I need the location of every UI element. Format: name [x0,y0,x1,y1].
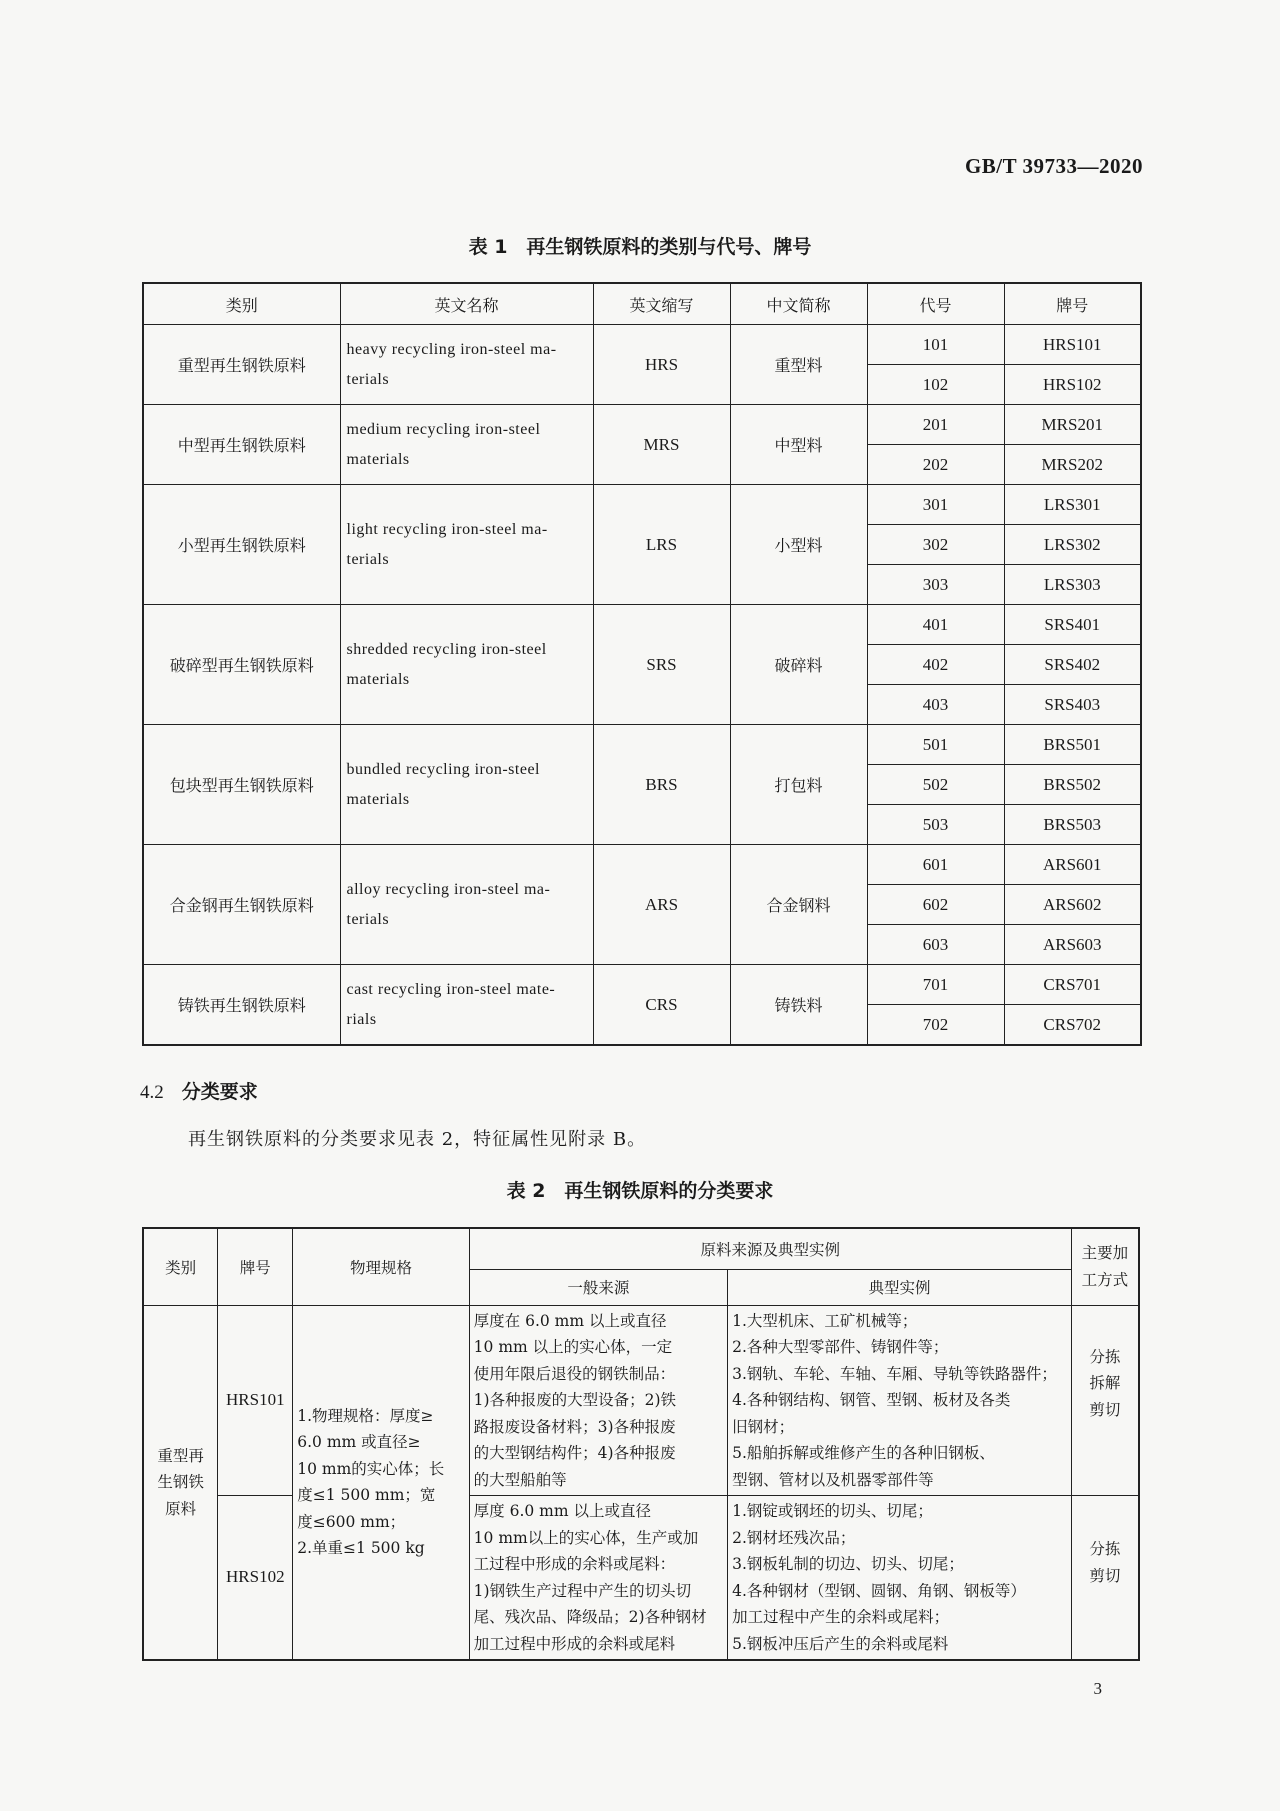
table1-grade-cell: LRS303 [1004,565,1141,605]
table1-row [143,405,1141,445]
table1-grade-cell: BRS501 [1004,725,1141,765]
table1-row [143,605,1141,645]
table1-code-cell: 503 [867,805,1004,845]
table1-grade-cell: HRS102 [1004,365,1141,405]
table1-grade-cell: ARS602 [1004,885,1141,925]
table1-abbr-cell: LRS [593,485,730,605]
table2-spec-cell [293,1305,469,1660]
table2-method-line: 分拣 [1089,1540,1121,1558]
table1-header-category: 类别 [143,283,340,325]
table1-short-name-cell: 重型料 [730,325,867,405]
table2-source-line: 厚度 6.0 mm 以上或直径 [473,1502,651,1520]
table2-header-method-line: 工方式 [1081,1270,1129,1289]
table2-source-line: 尾、残次品、降级品；2)各种钢材 [473,1608,707,1626]
table1-english-name-line: rials [346,1010,377,1028]
table2-example-line: 4.各种钢材（型钢、圆钢、角钢、钢板等） [732,1581,1026,1600]
table2-source-line: 10 mm以上的实心体，生产或加 [473,1528,699,1547]
table1-english-name-cell [340,845,593,965]
table1-short-name-cell: 小型料 [730,485,867,605]
table1-grade-cell: ARS603 [1004,925,1141,965]
table2-header-method [1071,1228,1139,1305]
table1-row [143,845,1141,885]
table2-method-line: 拆解 [1089,1374,1121,1392]
table1-code-cell: 602 [867,885,1004,925]
table1-header-code: 代号 [867,283,1004,325]
table1-header-row [143,283,1141,325]
table1-grade-cell: LRS301 [1004,485,1141,525]
table2-method-cell [1071,1496,1139,1661]
table2-category-line: 重型再 [157,1446,204,1465]
table2-method-cell [1071,1305,1139,1496]
table2-example-line: 5.钢板冲压后产生的余料或尾料 [732,1634,949,1653]
table2 [142,1227,1140,1661]
table1-category-cell: 包块型再生钢铁原料 [143,725,340,845]
table1-code-cell: 502 [867,765,1004,805]
table1-body [143,325,1141,1046]
table2-example-line: 加工过程中产生的余料或尾料； [732,1608,950,1626]
table2-header-method-line: 主要加 [1081,1243,1129,1262]
table1-code-cell: 601 [867,845,1004,885]
table1-english-name-line: medium recycling iron-steel [346,420,541,438]
table1-grade-cell: SRS403 [1004,685,1141,725]
table1-grade-cell: CRS701 [1004,965,1141,1005]
table1-english-name-line: shredded recycling iron-steel [346,640,547,658]
table1-grade-cell: LRS302 [1004,525,1141,565]
table2-source-line: 路报废设备材料；3)各种报废 [473,1417,676,1436]
table1-grade-cell: CRS702 [1004,1005,1141,1046]
table2-examples-cell [728,1305,1072,1496]
table1-code-cell: 701 [867,965,1004,1005]
table1-code-cell: 302 [867,525,1004,565]
table2-example-line: 2.钢材坯残次品； [732,1528,856,1547]
table1-short-name-cell: 合金钢料 [730,845,867,965]
table1-english-name-line: materials [346,450,410,468]
table1-english-name-line: cast recycling iron-steel mate- [346,980,556,998]
table1-code-cell: 101 [867,325,1004,365]
table1-short-name-cell: 中型料 [730,405,867,485]
table1-header-short-name: 中文简称 [730,283,867,325]
table1-grade-cell: ARS601 [1004,845,1141,885]
table2-example-line: 3.钢板轧制的切边、切头、切尾； [732,1555,964,1573]
table1-code-cell: 301 [867,485,1004,525]
table2-example-line: 1.钢锭或钢坯的切头、切尾； [732,1502,933,1520]
table2-source-line: 1)各种报废的大型设备；2)铁 [473,1391,676,1409]
table1-grade-cell: MRS202 [1004,445,1141,485]
table2-source-line: 加工过程中形成的余料或尾料 [473,1634,676,1653]
table1-english-name-cell [340,965,593,1046]
table2-header-row-1 [143,1228,1139,1269]
table1-english-name-line: alloy recycling iron-steel ma- [346,880,551,898]
table2-row [143,1305,1139,1496]
section-number: 4.2 [140,1082,164,1103]
table2-method-line: 剪切 [1089,1400,1121,1419]
table1-code-cell: 201 [867,405,1004,445]
table1-category-cell: 小型再生钢铁原料 [143,485,340,605]
table2-caption: 表 2 再生钢铁原料的分类要求 [506,1180,774,1202]
table1-header-english-name: 英文名称 [340,283,593,325]
table2-source-cell [469,1496,727,1661]
table1-row [143,965,1141,1005]
table1-code-cell: 202 [867,445,1004,485]
document-id: GB/T 39733—2020 [964,154,1143,178]
table2-source-line: 使用年限后退役的钢铁制品： [473,1364,676,1383]
table2-category-line: 原料 [165,1499,197,1518]
table1-code-cell: 501 [867,725,1004,765]
table2-spec-line: 度≤1 500 mm；宽 [297,1486,436,1505]
table1-category-cell: 中型再生钢铁原料 [143,405,340,485]
table1-abbr-cell: ARS [593,845,730,965]
table1-english-name-line: terials [346,910,390,928]
table2-grade-cell: HRS102 [218,1496,293,1661]
table2-spec-line: 6.0 mm 或直径≥ [297,1433,421,1452]
table2-source-line: 工过程中形成的余料或尾料： [473,1555,676,1573]
table2-header-general-source: 一般来源 [469,1269,727,1305]
table1-english-name-line: bundled recycling iron-steel [346,760,540,778]
table1-header-abbr: 英文缩写 [593,283,730,325]
table1-category-cell: 重型再生钢铁原料 [143,325,340,405]
table1-short-name-cell: 打包料 [730,725,867,845]
table1-code-cell: 402 [867,645,1004,685]
page-number: 3 [1093,1679,1102,1698]
table1-grade-cell: BRS503 [1004,805,1141,845]
table2-category-cell [143,1305,218,1660]
table1-short-name-cell: 铸铁料 [730,965,867,1046]
table1-category-cell: 合金钢再生钢铁原料 [143,845,340,965]
section-paragraph: 再生钢铁原料的分类要求见表 2，特征属性见附录 B。 [188,1129,647,1150]
table1-code-cell: 403 [867,685,1004,725]
table1-english-name-line: materials [346,670,410,688]
table2-spec-line: 1.物理规格：厚度≥ [297,1406,434,1425]
table2-row [143,1496,1139,1661]
table1 [142,282,1142,1046]
table1-abbr-cell: MRS [593,405,730,485]
table1-english-name-cell [340,725,593,845]
table1-grade-cell: BRS502 [1004,765,1141,805]
table1-code-cell: 102 [867,365,1004,405]
table2-source-line: 的大型钢结构件；4)各种报废 [473,1444,676,1462]
table2-method-line: 分拣 [1089,1347,1121,1366]
table1-abbr-cell: BRS [593,725,730,845]
table1-english-name-line: light recycling iron-steel ma- [346,520,548,538]
table1-english-name-cell [340,325,593,405]
table1-english-name-cell [340,485,593,605]
table1-code-cell: 603 [867,925,1004,965]
table1-abbr-cell: CRS [593,965,730,1046]
table2-example-line: 5.船舶拆解或维修产生的各种旧钢板、 [732,1444,995,1462]
table2-header-category: 类别 [143,1228,218,1305]
table1-short-name-cell: 破碎料 [730,605,867,725]
table1-abbr-cell: SRS [593,605,730,725]
table2-source-line: 的大型船舶等 [473,1470,567,1489]
table1-row [143,725,1141,765]
table2-header-source-group: 原料来源及典型实例 [469,1228,1071,1269]
table2-category-line: 生钢铁 [157,1473,204,1491]
table1-header-grade: 牌号 [1004,283,1141,325]
table1-english-name-line: heavy recycling iron-steel ma- [346,340,557,358]
table2-source-cell [469,1305,727,1496]
table1-caption: 表 1 再生钢铁原料的类别与代号、牌号 [468,236,812,258]
table2-example-line: 型钢、管材以及机器零部件等 [732,1470,934,1489]
table2-method-line: 剪切 [1089,1566,1121,1585]
table2-examples-cell [728,1496,1072,1661]
table2-source-line: 厚度在 6.0 mm 以上或直径 [473,1311,667,1330]
table1-english-name-cell [340,405,593,485]
table1-code-cell: 702 [867,1005,1004,1046]
section-heading [140,1077,258,1104]
table1-english-name-cell [340,605,593,725]
table1-category-cell: 铸铁再生钢铁原料 [143,965,340,1046]
table1-grade-cell: SRS401 [1004,605,1141,645]
table2-example-line: 4.各种钢结构、钢管、型钢、板材及各类 [732,1391,1011,1409]
table2-grade-cell: HRS101 [218,1305,293,1496]
section-title: 分类要求 [181,1081,258,1103]
table2-spec-line: 2.单重≤1 500 kg [297,1539,425,1558]
table2-example-line: 2.各种大型零部件、铸钢件等； [732,1338,949,1356]
table2-example-line: 3.钢轨、车轮、车轴、车厢、导轨等铁路器件； [732,1364,1057,1383]
table2-header-spec: 物理规格 [293,1228,469,1305]
table1-english-name-line: terials [346,370,390,388]
table2-header-grade: 牌号 [218,1228,293,1305]
table1-code-cell: 303 [867,565,1004,605]
table1-code-cell: 401 [867,605,1004,645]
table1-row [143,325,1141,365]
table2-header-examples: 典型实例 [728,1269,1072,1305]
table2-example-line: 旧钢材； [732,1417,795,1436]
table2-example-line: 1.大型机床、工矿机械等； [732,1311,918,1330]
table2-source-line: 10 mm 以上的实心体，一定 [473,1338,673,1356]
table1-abbr-cell: HRS [593,325,730,405]
table1-english-name-line: terials [346,550,390,568]
table1-row [143,485,1141,525]
table1-grade-cell: HRS101 [1004,325,1141,365]
table1-grade-cell: SRS402 [1004,645,1141,685]
table1-grade-cell: MRS201 [1004,405,1141,445]
table1-english-name-line: materials [346,790,410,808]
table2-spec-line: 度≤600 mm； [297,1512,406,1531]
table2-spec-line: 10 mm的实心体；长 [297,1459,445,1478]
table2-source-line: 1)钢铁生产过程中产生的切头切 [473,1581,692,1600]
table1-category-cell: 破碎型再生钢铁原料 [143,605,340,725]
